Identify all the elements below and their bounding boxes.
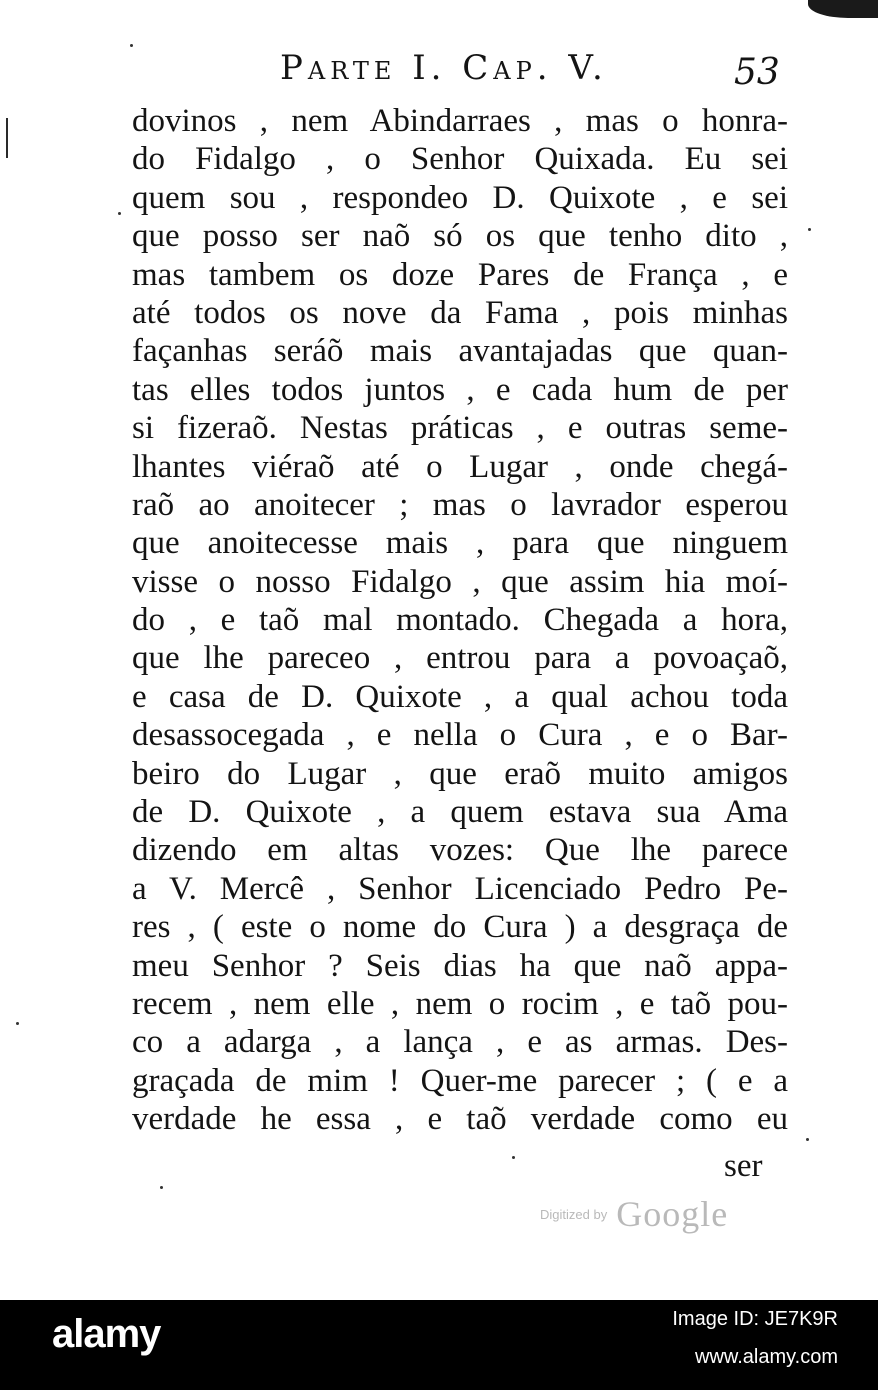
text-line: si fizeraõ. Nestas práticas , e outras seme- xyxy=(132,410,788,447)
image-id: Image ID: JE7K9R xyxy=(672,1308,838,1330)
text-line: raõ ao anoitecer ; mas o lavrador esperou xyxy=(132,486,788,523)
text-line: meu Senhor ? Seis dias ha que naõ appa- xyxy=(132,947,788,984)
margin-mark xyxy=(6,118,8,158)
text-line: de D. Quixote , a quem estava sua Ama xyxy=(132,794,788,831)
ink-speck xyxy=(160,1186,163,1189)
google-logo: Google xyxy=(616,1194,729,1234)
google-watermark xyxy=(540,1193,728,1235)
text-line: e casa de D. Quixote , a qual achou toda xyxy=(132,678,788,715)
ink-speck xyxy=(512,1156,515,1159)
running-head: Parte I. Cap. V. xyxy=(280,48,608,88)
text-line: beiro do Lugar , que eraõ muito amigos xyxy=(132,755,788,792)
text-line: que posso ser naõ só os que tenho dito , xyxy=(132,218,788,255)
ink-speck xyxy=(16,1022,19,1025)
text-line: mas tambem os doze Pares de França , e xyxy=(132,256,788,293)
ink-speck xyxy=(808,228,811,231)
text-line: que lhe pareceo , entrou para a povoaçaõ, xyxy=(132,640,788,677)
text-line: res , ( este o nome do Cura ) a desgraça de xyxy=(132,909,788,946)
catchword: ser xyxy=(724,1148,763,1184)
text-line: do Fidalgo , o Senhor Quixada. Eu sei xyxy=(132,141,788,178)
text-line: façanhas seráõ mais avantajadas que quan- xyxy=(132,333,788,370)
text-line: visse o nosso Fidalgo , que assim hia moí- xyxy=(132,563,788,600)
text-line: do , e taõ mal montado. Chegada a hora, xyxy=(132,602,788,639)
text-line: tas elles todos juntos , e cada hum de per xyxy=(132,371,788,408)
ink-speck xyxy=(118,212,121,215)
alamy-logo: alamy xyxy=(52,1312,161,1356)
text-line: a V. Mercê , Senhor Licenciado Pedro Pe- xyxy=(132,870,788,907)
text-line: recem , nem elle , nem o rocim , e taõ pou- xyxy=(132,985,788,1022)
text-line: dovinos , nem Abindarraes , mas o honra- xyxy=(132,103,788,139)
ink-speck xyxy=(806,1138,809,1141)
text-line: co a adarga , a lança , e as armas. Des- xyxy=(132,1024,788,1061)
page-number: 53 xyxy=(734,52,780,93)
body-text xyxy=(132,102,792,1139)
ink-blot xyxy=(808,0,878,18)
text-line: verdade he essa , e taõ verdade como eu xyxy=(132,1101,788,1138)
text-line: quem sou , respondeo D. Quixote , e sei xyxy=(132,179,788,216)
text-line: que anoitecesse mais , para que ninguem xyxy=(132,525,788,562)
stock-url: www.alamy.com xyxy=(695,1346,838,1368)
text-line: lhantes viéraõ até o Lugar , onde chegá- xyxy=(132,448,788,485)
ink-speck xyxy=(130,44,133,47)
text-line: graçada de mim ! Quer-me parecer ; ( e a xyxy=(132,1062,788,1099)
text-line: até todos os nove da Fama , pois minhas xyxy=(132,294,788,331)
text-line: desassocegada , e nella o Cura , e o Bar- xyxy=(132,717,788,754)
text-line: dizendo em altas vozes: Que lhe parece xyxy=(132,832,788,869)
watermark-prefix: Digitized by xyxy=(540,1206,608,1222)
